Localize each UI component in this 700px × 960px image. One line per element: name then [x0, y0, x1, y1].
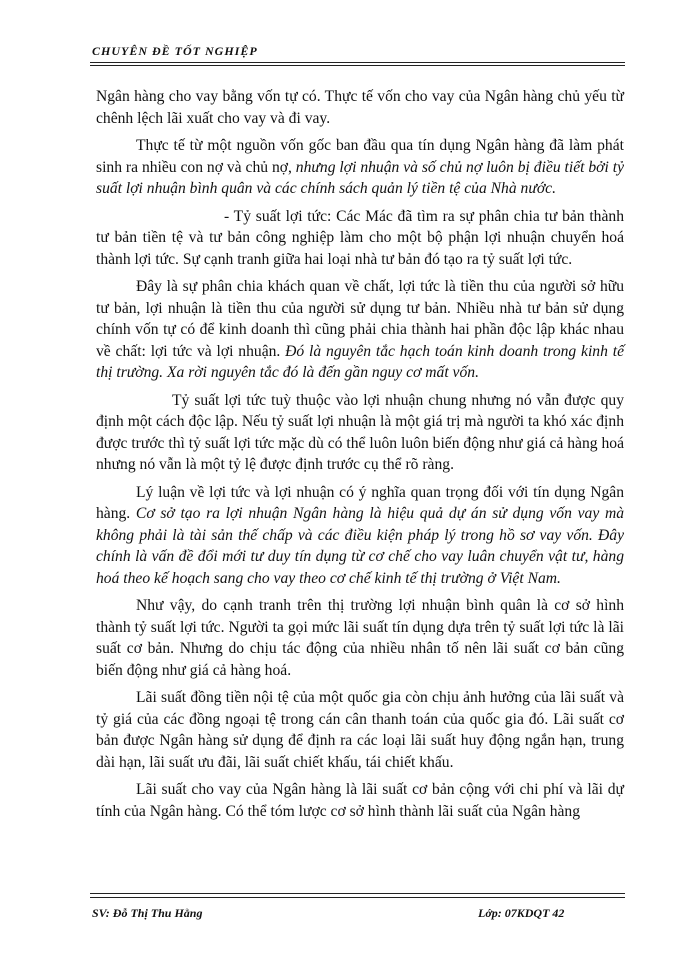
paragraph-9-text: Lãi suất cho vay của Ngân hàng là lãi suất cơ bản cộng với chi phí và lãi dự tính của Ngân hàng. Có thể tóm lược cơ sở hình thành lãi suất của Ngân hàng — [96, 781, 624, 820]
paragraph-2-text: Thực tế từ một nguồn vốn gốc ban đầu qua tín dụng Ngân hàng đã làm phát sinh ra nhiều con nợ và chủ nợ, — [96, 137, 624, 176]
paragraph-1 — [96, 86, 624, 129]
footer-rule — [90, 893, 625, 894]
paragraph-4-italic: Đó là nguyên tắc hạch toán kinh doanh trong kinh tế thị trường. Xa rời nguyên tắc đó là đến gần nguy cơ mất vốn. — [96, 342, 624, 381]
paragraph-6-text: Lý luận về lợi tức và lợi nhuận có ý nghĩa quan trọng đối với tín dụng Ngân hàng. — [96, 483, 624, 522]
paragraph-7-text: Như vậy, do cạnh tranh trên thị trường lợi nhuận bình quân là cơ sở hình thành tỷ suất lợi tức. Người ta gọi mức lãi suất tín dụng dựa trên tỷ suất lợi tức là lãi suất cơ bản. Nhưng do chịu tác động của nhiều nhân tố nên lãi suất cơ bản cũng biến động như giá cả hàng hoá. — [96, 597, 624, 679]
footer-class: Lớp: 07KDQT 42 — [478, 906, 565, 920]
header-rule-secondary — [90, 65, 625, 66]
document-body — [96, 86, 624, 822]
paragraph-8 — [96, 687, 624, 773]
header-rule — [90, 62, 625, 63]
paragraph-8-text: Lãi suất đồng tiền nội tệ của một quốc gia còn chịu ảnh hưởng của lãi suất và tỷ giá của các đồng ngoại tệ trong cán cân thanh toán của quốc gia đó. Lãi suất cơ bản được Ngân hàng sử dụng để định ra các loại lãi suất huy động ngắn hạn, trung dài hạn, lãi suất ưu đãi, lãi suất chiết khấu, tái chiết khấu. — [96, 689, 624, 771]
paragraph-2 — [96, 135, 624, 200]
footer-student-name: SV: Đỗ Thị Thu Hằng — [92, 906, 203, 920]
paragraph-3 — [96, 206, 624, 271]
paragraph-7 — [96, 595, 624, 681]
paragraph-3-text: - Tỷ suất lợi tức: Các Mác đã tìm ra sự phân chia tư bản thành tư bản tiền tệ và tư bản công nghiệp làm cho một bộ phận lợi nhuận chuyển hoá thành lợi tức. Sự cạnh tranh giữa hai loại nhà tư bản đó tạo ra tỷ suất lợi tức. — [96, 207, 624, 268]
footer-rule-secondary — [90, 897, 625, 898]
paragraph-2-italic: nhưng lợi nhuận và số chủ nợ luôn bị điều tiết bởi tỷ suất lợi nhuận bình quân và các chính sách quản lý tiền tệ của Nhà nước. — [96, 158, 624, 197]
paragraph-9 — [96, 779, 624, 822]
paragraph-6-italic: Cơ sở tạo ra lợi nhuận Ngân hàng là hiệu quả dự án sử dụng vốn vay mà không phải là tài sản thế chấp và các điều kiện pháp lý trong hồ sơ vay vốn. Đây chính là vấn đề đổi mới tư duy tín dụng từ cơ chế cho vay luân chuyển vật tư, hàng hoá theo kế hoạch sang cho vay theo cơ chế kinh tế thị trường ở Việt Nam. — [96, 505, 624, 587]
paragraph-4 — [96, 276, 624, 384]
paragraph-4-text: Đây là sự phân chia khách quan về chất, lợi tức là tiền thu của người sở hữu tư bản, lợi nhuận là tiền thu của người sử dụng tư bản. Nhiều nhà tư bản sử dụng chính vốn tự có để kinh doanh thì cũng phải chia thành hai phần độc lập khác nhau về chất: lợi tức và lợi nhuận. — [96, 278, 624, 360]
paragraph-1-text: Ngân hàng cho vay bằng vốn tự có. Thực tế vốn cho vay của Ngân hàng chủ yếu từ chênh lệch lãi xuất cho vay và đi vay. — [96, 88, 624, 127]
page-header-title: CHUYÊN ĐỀ TỐT NGHIỆP — [92, 44, 258, 58]
paragraph-6 — [96, 482, 624, 590]
paragraph-5 — [96, 390, 624, 476]
paragraph-5-text: Tỷ suất lợi tức tuỳ thuộc vào lợi nhuận chung nhưng nó vẫn được quy định một cách độc lập. Nếu tỷ suất lợi nhuận là một giá trị mà người ta khó xác định được trước thì tỷ suất lợi tức mặc dù có thể luôn luôn biến động như giá cả hàng hoá nhưng nó vẫn là một tỷ lệ được định trước cụ thể rõ ràng. — [96, 391, 624, 473]
